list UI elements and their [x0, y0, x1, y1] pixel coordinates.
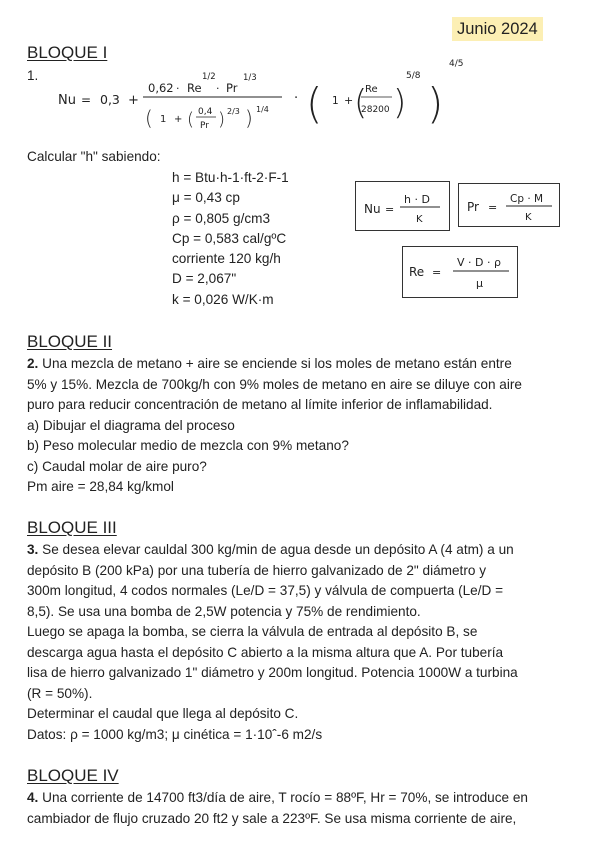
formula-pr-exp: 1/3 — [243, 73, 257, 83]
nusselt-definition-box — [355, 181, 450, 231]
formula-re-exp: 1/2 — [202, 72, 216, 82]
formula-one-b: 1 — [332, 95, 339, 107]
bloque-3-title: BLOQUE III — [27, 518, 117, 537]
svg-text:(: ( — [187, 109, 195, 130]
formula-frac-den: Pr — [200, 121, 209, 131]
bloque-3-line-4: 8,5). Se usa una bomba de 2,5W potencia y 75% de rendimiento. — [27, 603, 421, 619]
bloque-2-line-1: Una mezcla de metano + aire se enciende si los moles de metano están entre — [42, 356, 512, 371]
bloque-3-line-6: descarga agua hasta el depósito C abierto a la misma altura que A. Por tubería — [27, 644, 504, 660]
box-re-lhs: Re — [409, 265, 425, 279]
box-nu-den: K — [416, 214, 423, 225]
svg-text:): ) — [218, 109, 226, 130]
formula-lhs: Nu — [58, 93, 76, 108]
question-4-number: 4. — [27, 790, 39, 805]
bloque-4-line-1: Una corriente de 14700 ft3/día de aire, T rocío = 88ºF, Hr = 70%, se introduce en — [42, 790, 528, 805]
bloque-4-text — [27, 788, 579, 829]
bloque-3-line-5: Luego se apaga la bomba, se cierra la válvula de entrada al depósito B, se — [27, 624, 478, 639]
formula-re2: Re — [365, 84, 378, 95]
formula-re: Re — [187, 81, 202, 95]
formula-re2-den: 28200 — [361, 105, 390, 115]
given-k: k = 0,026 W/K·m — [172, 291, 274, 307]
formula-pr: Pr — [226, 81, 238, 95]
svg-text:=: = — [488, 201, 498, 214]
question-3-number: 3. — [27, 542, 39, 557]
given-viscosity: μ = 0,43 cp — [172, 190, 240, 206]
bloque-3-line-7: lisa de hierro galvanizado 1" diámetro y 200m longitud. Potencia 1000W a turbina — [27, 665, 518, 680]
box-nu-num: h · D — [404, 193, 430, 206]
svg-text:=: = — [432, 266, 442, 279]
bloque-3-line-3: 300m longitud, 4 codos normales (Le/D = 37,5) y válvula de compuerta (Le/D = — [27, 583, 504, 598]
svg-text:+: + — [174, 114, 183, 125]
bloque-1-title: BLOQUE I — [27, 43, 108, 62]
bloque-1-intro: Calcular "h" sabiendo: — [27, 149, 161, 164]
svg-text:·: · — [176, 82, 180, 95]
bloque-2-line-3: puro para reducir concentración de metano al límite inferior de inflamabilidad. — [27, 397, 493, 412]
reynolds-definition-box — [402, 246, 518, 298]
bloque-3-line-9: Determinar el caudal que llega al depósito C. — [27, 706, 299, 721]
svg-text:(: ( — [306, 79, 323, 128]
svg-text:): ) — [427, 79, 444, 128]
box-pr-lhs: Pr — [467, 200, 479, 214]
svg-text:+: + — [128, 93, 139, 108]
box-re-den: μ — [476, 277, 483, 290]
formula-frac-num: 0,4 — [198, 107, 213, 117]
formula-const: 0,3 — [100, 92, 120, 107]
bloque-3-line-8: (R = 50%). — [27, 685, 93, 701]
given-cp: Cp = 0,583 cal/gºC — [172, 230, 287, 246]
given-flow: corriente 120 kg/h — [172, 251, 281, 267]
given-diameter: D = 2,067" — [172, 271, 237, 287]
given-density: ρ = 0,805 g/cm3 — [172, 210, 271, 226]
svg-text:=: = — [81, 93, 92, 107]
box-pr-den: K — [525, 212, 532, 223]
formula-coef: 0,62 — [148, 81, 174, 95]
question-2-number: 2. — [27, 356, 39, 371]
formula-exp-58: 5/8 — [406, 71, 421, 81]
box-re-num: V · D · ρ — [457, 256, 501, 269]
given-data-list — [172, 168, 289, 310]
formula-exp-45: 4/5 — [449, 59, 464, 69]
bloque-3-line-10: Datos: ρ = 1000 kg/m3; μ cinética = 1·10ˆ-6 m2/s — [27, 726, 323, 742]
formula-one: 1 — [160, 114, 167, 125]
box-nu-lhs: Nu — [364, 202, 381, 216]
svg-text:·: · — [294, 91, 299, 106]
svg-text:): ) — [393, 83, 407, 123]
bloque-2-line-4: a) Dibujar el diagrama del proceso — [27, 417, 235, 433]
box-pr-num: Cp · M — [510, 193, 544, 205]
bloque-2-text — [27, 354, 579, 498]
bloque-3-text — [27, 540, 579, 745]
bloque-2-line-5: b) Peso molecular medio de mezcla con 9% metano? — [27, 438, 349, 453]
svg-text:·: · — [216, 82, 220, 95]
svg-text:+: + — [344, 94, 354, 107]
date-highlight: Junio 2024 — [452, 17, 543, 41]
formula-inner-exp: 2/3 — [227, 107, 240, 116]
bloque-3-line-1: Se desea elevar cauldal 300 kg/min de agua desde un depósito A (4 atm) a un — [42, 542, 514, 557]
bloque-4-line-2: cambiador de flujo cruzado 20 ft2 y sale a 223ºF. Se usa misma corriente de aire, — [27, 810, 517, 826]
bloque-2-line-7: Pm aire = 28,84 kg/kmol — [27, 479, 174, 494]
given-h: h = Btu·h-1·ft-2·F-1 — [172, 170, 289, 185]
nusselt-formula — [50, 52, 530, 132]
svg-text:): ) — [245, 106, 253, 130]
prandtl-definition-box — [458, 183, 560, 227]
formula-outer-exp: 1/4 — [256, 105, 269, 114]
bloque-2-line-2: 5% y 15%. Mezcla de 700kg/h con 9% moles de metano en aire se diluye con aire — [27, 376, 522, 392]
svg-text:(: ( — [145, 106, 153, 130]
bloque-4-title: BLOQUE IV — [27, 766, 119, 785]
bloque-2-title: BLOQUE II — [27, 332, 113, 351]
bloque-2-line-6: c) Caudal molar de aire puro? — [27, 458, 207, 474]
question-1-number: 1. — [27, 68, 39, 83]
svg-text:=: = — [385, 203, 395, 216]
svg-text:(: ( — [354, 83, 368, 123]
bloque-3-line-2: depósito B (200 kPa) por una tubería de hierro galvanizado de 2" diámetro y — [27, 562, 486, 578]
